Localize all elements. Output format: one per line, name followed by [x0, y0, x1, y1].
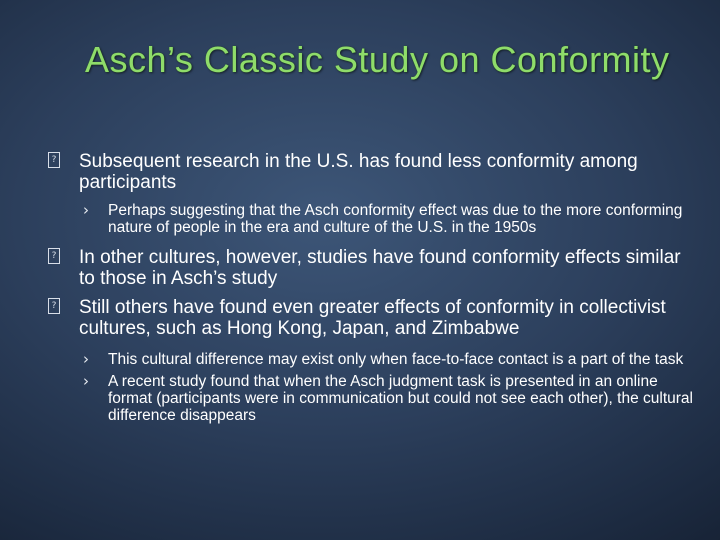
chevron-right-icon: ›	[83, 350, 89, 368]
subbullet-text: This cultural difference may exist only when face-to-face contact is a part of the task	[108, 351, 684, 368]
bullet-item-3	[48, 297, 698, 339]
bullet-item-2	[48, 247, 698, 289]
chevron-right-icon: ›	[83, 201, 89, 219]
subbullet-item-1-1	[83, 202, 698, 236]
bullet-item-1	[48, 151, 698, 193]
subbullet-text: A recent study found that when the Asch judgment task is presented in an online format (participants were in communication but could not see each other), the cultural difference disappears	[108, 373, 693, 424]
bullet-icon: ?	[48, 152, 60, 168]
bullet-icon: ?	[48, 248, 60, 264]
bullet-text: In other cultures, however, studies have found conformity effects similar to those in Asch’s study	[79, 247, 681, 289]
bullet-text: Subsequent research in the U.S. has found less conformity among participants	[79, 151, 638, 193]
bullet-icon: ?	[48, 298, 60, 314]
bullet-list	[48, 151, 698, 429]
subbullet-item-3-1	[83, 351, 698, 368]
bullet-text: Still others have found even greater effects of conformity in collectivist cultures, such as Hong Kong, Japan, and Zimbabwe	[79, 297, 666, 339]
subbullet-text: Perhaps suggesting that the Asch conformity effect was due to the more conforming nature of people in the era and culture of the U.S. in the 1950s	[108, 202, 683, 236]
chevron-right-icon: ›	[83, 372, 89, 390]
subbullet-item-3-2	[83, 373, 698, 424]
slide-title: Asch’s Classic Study on Conformity	[85, 39, 670, 80]
